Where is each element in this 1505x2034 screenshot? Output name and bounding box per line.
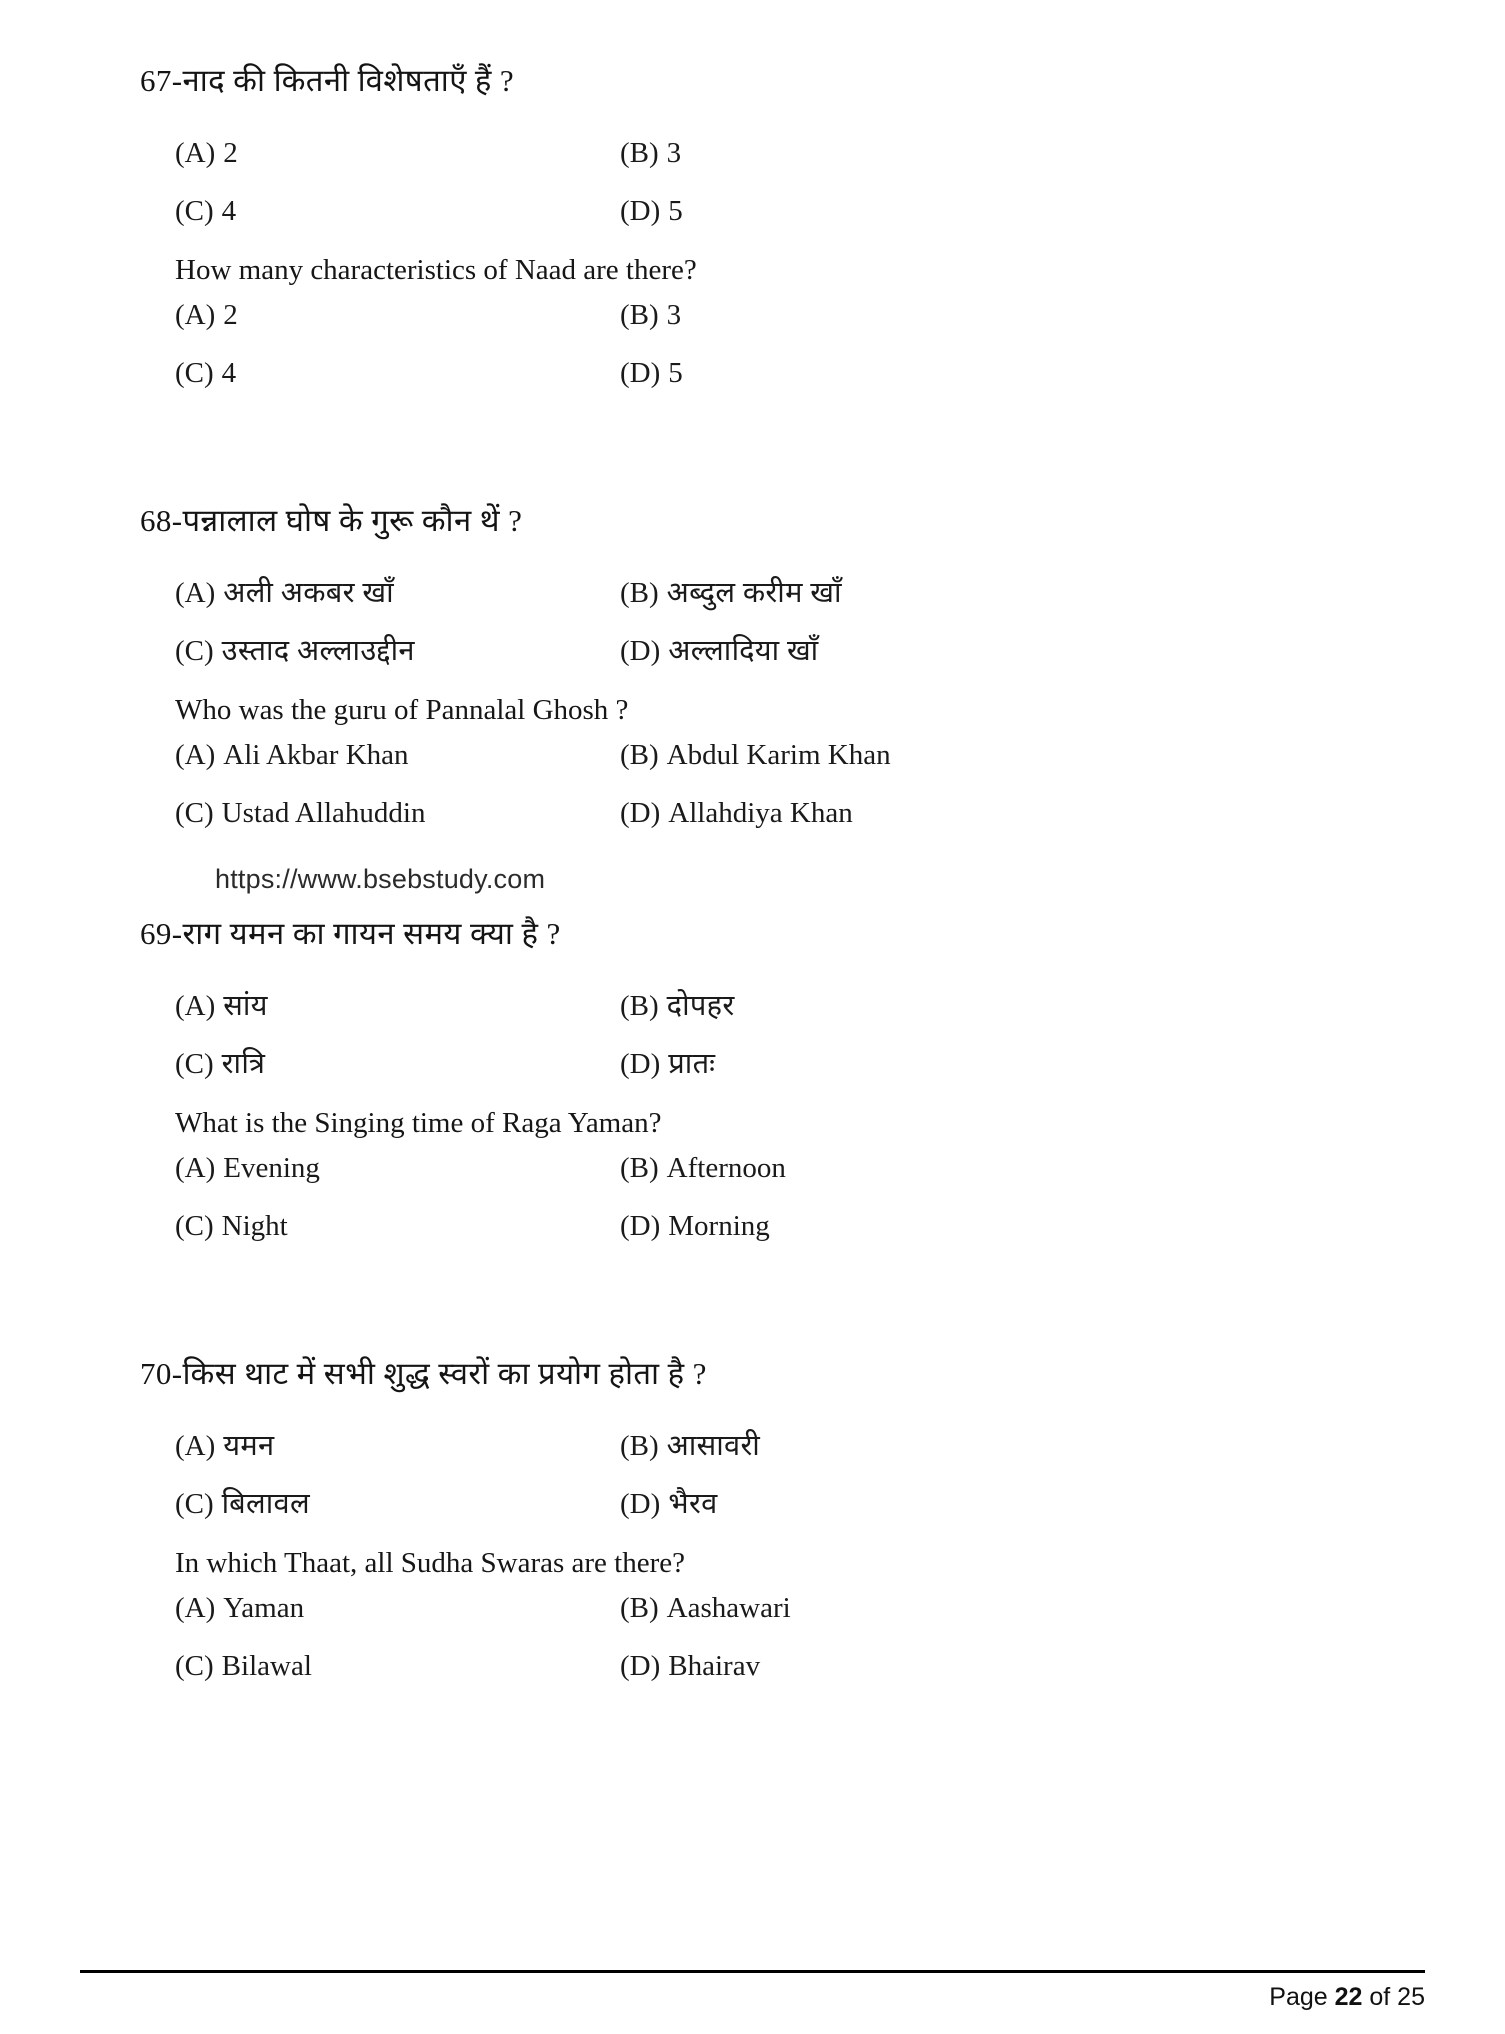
option-value: 3 [666,136,682,169]
option-b[interactable] [620,576,842,611]
option-tag: (A) [175,1152,216,1185]
option-value: Yaman [223,1592,305,1625]
option-tag: (C) [175,1650,214,1683]
question-block-69 [140,913,1340,1267]
option-value: रात्रि [221,1048,266,1081]
option-row [140,1151,1340,1209]
option-tag: (C) [175,797,214,830]
option-a-en[interactable] [175,1151,320,1186]
option-value: Ustad Allahuddin [221,797,426,830]
question-stem-hindi [140,500,1340,542]
option-tag: (C) [175,357,214,390]
option-tag: (B) [620,299,659,332]
option-a[interactable] [175,989,268,1024]
option-row [140,1209,1340,1267]
question-text-english: How many characteristics of Naad are there? [175,253,697,286]
page-prefix: Page [1269,1983,1335,2011]
option-tag: (C) [175,634,214,667]
question-stem-hindi [140,913,1340,955]
page-footer [80,1970,1425,2012]
option-d[interactable] [620,634,819,669]
question-text-english: In which Thaat, all Sudha Swaras are there? [175,1547,685,1580]
option-a[interactable] [175,136,238,171]
option-a-en[interactable] [175,738,409,773]
option-tag: (D) [620,357,661,390]
option-row [140,136,1340,194]
option-value: सांय [223,990,268,1023]
option-value: आसावरी [666,1430,761,1463]
question-block-70 [140,1353,1340,1707]
option-value: 2 [223,136,238,169]
option-row [140,796,1340,854]
option-tag: (D) [620,634,661,667]
option-d[interactable] [620,1047,715,1082]
option-row [140,989,1340,1047]
option-row [140,1487,1340,1545]
option-value: अल्लादिया खाँ [668,634,819,667]
question-block-68 [140,500,1340,854]
question-number: 70- [140,1356,183,1392]
option-value: Night [221,1210,288,1243]
option-value: Morning [668,1210,770,1243]
option-value: 4 [221,357,237,390]
option-value: Abdul Karim Khan [666,739,891,772]
option-row [140,1429,1340,1487]
option-value: प्रातः [668,1048,716,1081]
option-tag: (A) [175,576,216,609]
question-text-hindi: नाद की कितनी विशेषताएँ हैं ? [182,63,515,98]
option-b-en[interactable] [620,738,891,773]
option-tag: (C) [175,1210,214,1243]
option-value: Evening [223,1152,320,1185]
option-tag: (A) [175,739,216,772]
option-a-en[interactable] [175,1591,304,1626]
question-text-english: What is the Singing time of Raga Yaman? [175,1107,662,1140]
option-row [140,634,1340,692]
option-tag: (B) [620,1152,659,1185]
option-d[interactable] [620,194,683,229]
page-content [140,0,1340,1707]
option-tag: (D) [620,797,661,830]
option-value: Afternoon [666,1152,786,1185]
option-c-en[interactable] [175,1649,312,1684]
page-number: 22 [1334,1983,1363,2011]
option-value: दोपहर [666,990,735,1023]
option-a[interactable] [175,576,394,611]
option-value: Bilawal [221,1650,312,1683]
watermark-url: https://www.bsebstudy.com [215,864,546,895]
option-row [140,194,1340,252]
option-row [140,1649,1340,1707]
option-value: Ali Akbar Khan [223,739,409,772]
option-tag: (D) [620,1488,661,1521]
option-row [140,1591,1340,1649]
option-tag: (A) [175,990,216,1023]
option-a[interactable] [175,1429,274,1464]
option-b-en[interactable] [620,298,681,333]
option-d-en[interactable] [620,1209,770,1244]
option-c-en[interactable] [175,356,236,391]
option-tag: (A) [175,299,216,332]
option-value: Bhairav [668,1650,761,1683]
option-value: Allahdiya Khan [668,797,853,830]
question-stem-hindi [140,60,1340,102]
option-tag: (D) [620,1650,661,1683]
page-total: of 25 [1362,1983,1425,2011]
option-tag: (D) [620,194,661,227]
option-d-en[interactable] [620,1649,760,1684]
question-number: 68- [140,503,183,539]
question-block-67 [140,60,1340,414]
question-text-english: Who was the guru of Pannalal Ghosh ? [175,693,629,726]
option-c[interactable] [175,634,415,669]
option-tag: (B) [620,1430,659,1463]
question-number: 67- [140,63,183,98]
option-b[interactable] [620,989,735,1024]
option-value: 2 [223,299,238,332]
option-value: अली अकबर खाँ [223,576,394,609]
option-tag: (D) [620,1210,661,1243]
option-tag: (B) [620,576,659,609]
option-c[interactable] [175,1487,310,1522]
option-tag: (B) [620,739,659,772]
option-c-en[interactable] [175,796,425,831]
option-tag: (B) [620,136,659,169]
option-row [140,1047,1340,1105]
option-value: Aashawari [666,1592,791,1625]
option-value: यमन [223,1430,275,1463]
option-tag: (B) [620,1592,659,1625]
footer-divider [80,1970,1425,1973]
page-indicator [80,1983,1425,2012]
option-b[interactable] [620,1429,760,1464]
question-text-hindi: पन्नालाल घोष के गुरू कौन थें ? [182,503,523,539]
option-row [140,356,1340,414]
option-d[interactable] [620,1487,718,1522]
question-text-hindi: किस थाट में सभी शुद्ध स्वरों का प्रयोग होता है ? [182,1356,707,1392]
question-number: 69- [140,916,183,952]
option-tag: (A) [175,1592,216,1625]
option-d-en[interactable] [620,796,853,831]
option-row [140,576,1340,634]
option-value: 5 [668,194,683,227]
option-value: 5 [668,357,683,390]
option-b-en[interactable] [620,1591,791,1626]
option-tag: (C) [175,1488,214,1521]
option-value: 4 [221,194,237,227]
option-row [140,298,1340,356]
option-tag: (D) [620,1048,661,1081]
option-c[interactable] [175,1047,265,1082]
option-tag: (C) [175,194,214,227]
option-b-en[interactable] [620,1151,786,1186]
option-row [140,738,1340,796]
option-c[interactable] [175,194,236,229]
option-tag: (A) [175,136,216,169]
option-value: उस्ताद अल्लाउद्दीन [221,634,415,667]
option-b[interactable] [620,136,681,171]
option-value: बिलावल [221,1488,310,1521]
option-tag: (A) [175,1430,216,1463]
option-a-en[interactable] [175,298,238,333]
option-tag: (B) [620,990,659,1023]
option-d-en[interactable] [620,356,683,391]
option-value: 3 [666,299,682,332]
option-tag: (C) [175,1048,214,1081]
option-c-en[interactable] [175,1209,288,1244]
question-text-hindi: राग यमन का गायन समय क्या है ? [182,916,561,952]
option-value: भैरव [668,1488,718,1521]
question-stem-hindi [140,1353,1340,1395]
option-value: अब्दुल करीम खाँ [666,576,842,609]
